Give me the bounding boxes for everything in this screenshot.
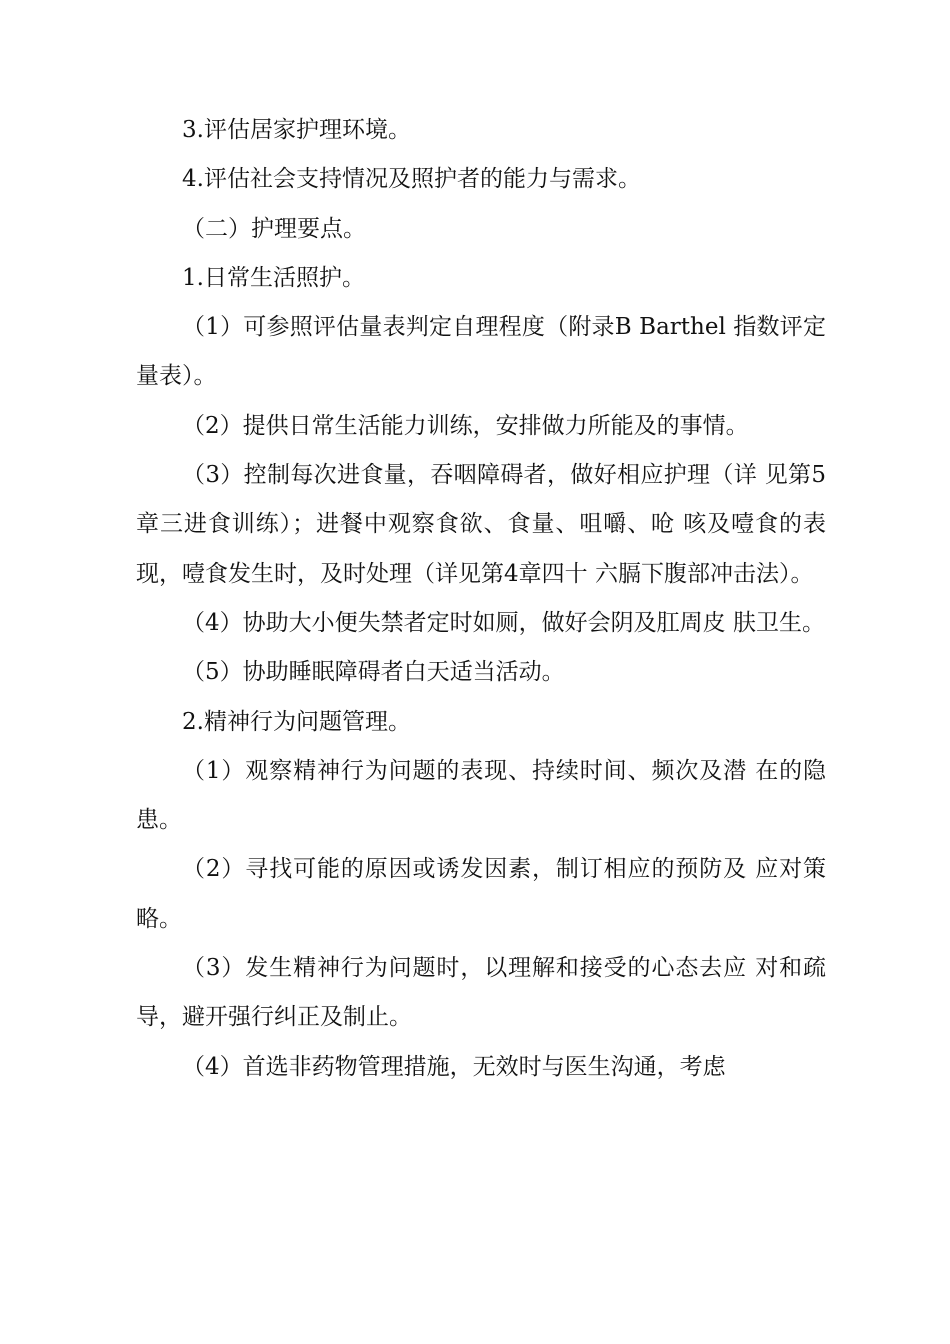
paragraph-non-drug-measures: （4）首选非药物管理措施，无效时与医生沟通，考虑 — [182, 1053, 726, 1080]
subheading-behavior-management: 2.精神行为问题管理。 — [182, 708, 411, 735]
paragraph-observe-behavior: （1）观察精神行为问题的表现、持续时间、频次及潜 在的隐患。 — [136, 757, 826, 834]
paragraph-self-care-assessment: （1）可参照评估量表判定自理程度（附录B Barthel 指数评定量表）。 — [136, 314, 826, 390]
subheading-daily-care: 1.日常生活照护。 — [182, 264, 365, 291]
paragraph-daily-living-training: （2）提供日常生活能力训练，安排做力所能及的事情。 — [182, 412, 749, 439]
paragraph-respond-behavior: （3）发生精神行为问题时，以理解和接受的心态去应 对和疏导，避开强行纠正及制止。 — [136, 955, 826, 1031]
paragraph-sleep-disorder: （5）协助睡眠障碍者白天适当活动。 — [182, 659, 565, 686]
section-heading-care-points: （二）护理要点。 — [182, 215, 366, 242]
paragraph-assess-home-environment: 3.评估居家护理环境。 — [182, 117, 411, 143]
paragraph-find-causes: （2）寻找可能的原因或诱发因素，制订相应的预防及 应对策略。 — [136, 856, 826, 932]
document-body — [136, 106, 826, 1092]
paragraph-assess-social-support: 4.评估社会支持情况及照护者的能力与需求。 — [182, 166, 641, 193]
paragraph-eating-control: （3）控制每次进食量，吞咽障碍者，做好相应护理（详 见第5章三进食训练）；进餐中观察食欲、食量、咀嚼、呛 咳及噎食的表现，噎食发生时，及时处理（详见第4章四十 六膈下腹部冲击法）。 — [136, 462, 826, 587]
paragraph-incontinence-care: （4）协助大小便失禁者定时如厕，做好会阴及肛周皮 肤卫生。 — [182, 609, 825, 636]
